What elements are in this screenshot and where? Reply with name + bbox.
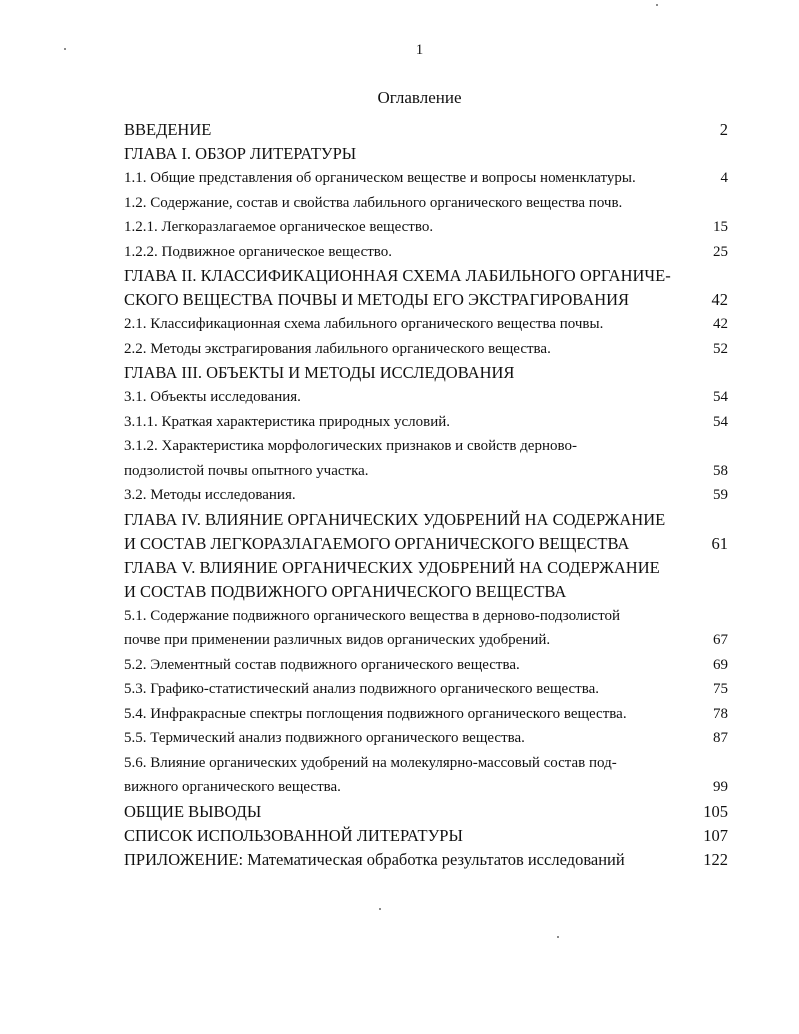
toc-entry: [124, 800, 728, 824]
toc-entry-text: 5.5. Термический анализ подвижного органического вещества.: [124, 730, 525, 746]
toc-entry-page: 75: [713, 681, 728, 697]
toc-entry: [124, 288, 728, 312]
toc-entry-page: 67: [713, 632, 728, 648]
toc-entry-text: СПИСОК ИСПОЛЬЗОВАННОЙ ЛИТЕРАТУРЫ: [124, 825, 463, 845]
toc-entry-text: ГЛАВА V. ВЛИЯНИЕ ОРГАНИЧЕСКИХ УДОБРЕНИЙ НА СОДЕРЖАНИЕ: [124, 557, 660, 577]
toc-entry: [124, 751, 728, 776]
toc-entry: [124, 142, 728, 166]
toc-entry: [124, 726, 728, 751]
toc-entry-text: 2.1. Классификационная схема лабильного органического вещества почвы.: [124, 316, 604, 332]
scan-speck: [557, 936, 559, 938]
toc-entry-text: ОБЩИЕ ВЫВОДЫ: [124, 801, 262, 821]
toc-entry-page: 4: [720, 170, 728, 186]
toc-entry: [124, 166, 728, 191]
toc-entry: [124, 191, 728, 216]
toc-entry-page: 69: [713, 656, 728, 673]
toc-entry: [124, 118, 728, 142]
toc-entry-text: 5.4. Инфракрасные спектры поглощения подвижного органического вещества.: [124, 705, 627, 722]
toc-entry-text: 3.1.2. Характеристика морфологических признаков и свойств дерново-: [124, 438, 577, 454]
toc-entry-text: ВВЕДЕНИЕ: [124, 120, 212, 139]
toc-entry-text: ГЛАВА II. КЛАССИФИКАЦИОННАЯ СХЕМА ЛАБИЛЬНОГО ОРГАНИЧЕ-: [124, 266, 671, 285]
toc-entry: [124, 628, 728, 653]
toc-entry: [124, 240, 728, 265]
toc-entry-page: 87: [713, 730, 728, 746]
toc-entry: [124, 459, 728, 484]
toc-entry-text: 3.1. Объекты исследования.: [124, 389, 301, 405]
toc-entry: [124, 410, 728, 435]
toc-entry: [124, 580, 728, 604]
toc-entry: [124, 775, 728, 800]
toc-entry-text: ГЛАВА I. ОБЗОР ЛИТЕРАТУРЫ: [124, 144, 357, 163]
toc-entry-page: 42: [713, 316, 728, 332]
toc-entry: [124, 677, 728, 702]
toc-entry: [124, 556, 728, 580]
toc-entry-text: 1.1. Общие представления об органическом веществе и вопросы номенклатуры.: [124, 170, 636, 186]
toc-entry-page: 78: [713, 705, 728, 722]
page-number: 1: [415, 42, 424, 58]
toc-entry: [124, 824, 728, 848]
toc-entry: [124, 604, 728, 629]
toc-entry: [124, 483, 728, 508]
toc-entry-text: 5.1. Содержание подвижного органического вещества в дерново-подзолистой: [124, 607, 620, 624]
toc-entry-text: ГЛАВА IV. ВЛИЯНИЕ ОРГАНИЧЕСКИХ УДОБРЕНИЙ НА СОДЕРЖАНИЕ: [124, 509, 666, 529]
toc-entry-page: 105: [703, 801, 728, 821]
toc-entry: [124, 337, 728, 362]
toc-entry: [124, 653, 728, 678]
toc-entry-text: ПРИЛОЖЕНИЕ: Математическая обработка результатов исследований: [124, 849, 625, 869]
toc-entry-page: 42: [711, 290, 728, 309]
toc-entry-text: ГЛАВА III. ОБЪЕКТЫ И МЕТОДЫ ИССЛЕДОВАНИЯ: [124, 363, 515, 382]
toc-entry: [124, 508, 728, 532]
scan-speck: [379, 908, 381, 910]
toc-entry-page: 61: [711, 533, 728, 553]
toc-entry-page: 122: [703, 849, 728, 869]
toc-entry-page: 25: [713, 243, 728, 260]
toc-entry-text: 2.2. Методы экстрагирования лабильного органического вещества.: [124, 340, 551, 357]
toc-entry: [124, 312, 728, 337]
toc-entry-text: 3.1.1. Краткая характеристика природных условий.: [124, 413, 450, 430]
toc-entry: [124, 532, 728, 556]
toc-entry-text: 5.2. Элементный состав подвижного органического вещества.: [124, 656, 520, 673]
toc-entry: [124, 361, 728, 385]
toc-entry-page: 54: [713, 389, 728, 405]
toc-entry-page: 2: [719, 120, 728, 139]
toc-entry-page: 59: [713, 487, 728, 503]
toc-entry-text: вижного органического вещества.: [124, 779, 341, 795]
toc-entry: [124, 385, 728, 410]
toc-entry: [124, 702, 728, 727]
toc-entry-text: 5.3. Графико-статистический анализ подвижного органического вещества.: [124, 681, 600, 697]
toc-entry-page: 52: [713, 340, 728, 357]
toc-entry-page: 107: [703, 825, 728, 845]
toc-entry-text: 1.2.2. Подвижное органическое вещество.: [124, 243, 393, 260]
toc-entry-page: 99: [713, 779, 728, 795]
toc-entry-text: СКОГО ВЕЩЕСТВА ПОЧВЫ И МЕТОДЫ ЕГО ЭКСТРАГИРОВАНИЯ: [124, 290, 630, 309]
toc-entry: [124, 264, 728, 288]
toc-entry-page: 15: [713, 219, 728, 235]
page-title: Оглавление: [377, 88, 462, 107]
toc-entry-page: 58: [713, 462, 728, 479]
toc-entry: [124, 848, 728, 872]
toc-entry: [124, 215, 728, 240]
toc-entry-text: 5.6. Влияние органических удобрений на молекулярно-массовый состав под-: [124, 754, 617, 771]
toc-entry-text: почве при применении различных видов органических удобрений.: [124, 632, 551, 648]
toc-entry-text: 1.2. Содержание, состав и свойства лабильного органического вещества почв.: [124, 194, 623, 211]
toc-entry-page: 54: [713, 413, 728, 430]
scan-speck: [656, 4, 658, 6]
toc-entry: [124, 434, 728, 459]
toc-entry-text: И СОСТАВ ЛЕГКОРАЗЛАГАЕМОГО ОРГАНИЧЕСКОГО ВЕЩЕСТВА: [124, 533, 630, 553]
toc-entry-text: 1.2.1. Легкоразлагаемое органическое вещество.: [124, 219, 434, 235]
toc-entry-text: подзолистой почвы опытного участка.: [124, 462, 369, 479]
scan-speck: [64, 48, 66, 50]
toc-entry-text: 3.2. Методы исследования.: [124, 487, 296, 503]
table-of-contents: [124, 118, 728, 872]
toc-entry-text: И СОСТАВ ПОДВИЖНОГО ОРГАНИЧЕСКОГО ВЕЩЕСТВА: [124, 581, 567, 601]
